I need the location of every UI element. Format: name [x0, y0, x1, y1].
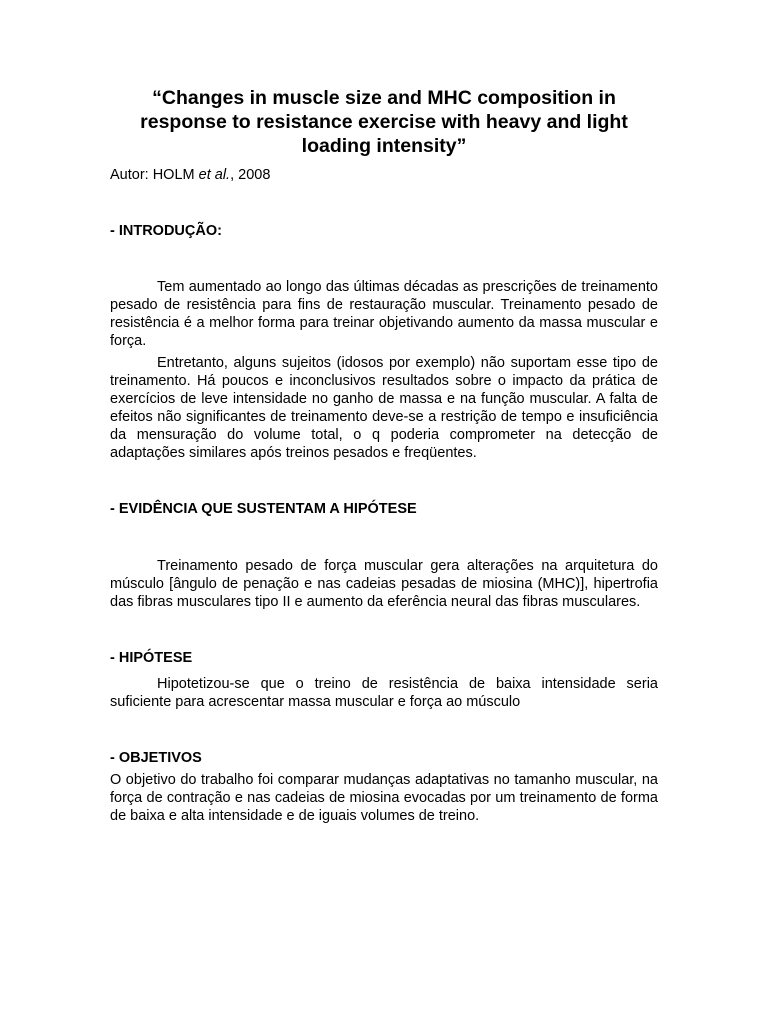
heading-hipotese: - HIPÓTESE [110, 650, 193, 666]
document-title: “Changes in muscle size and MHC composition in response to resistance exercise with heavy and light loading intensity” [140, 87, 628, 157]
author-year: , 2008 [230, 167, 271, 183]
author-etal: et al. [198, 167, 231, 183]
paragraph-evidencia-1: Treinamento pesado de força muscular gera alterações na arquitetura do músculo [ângulo de penação e nas cadeias pesadas de miosina (MHC)], hipertrofia das fibras musculares tipo II e aumento da eferência neural das fibras musculares. [110, 558, 658, 610]
paragraph-hipotese-1: Hipotetizou-se que o treino de resistência de baixa intensidade seria suficiente para acrescentar massa muscular e força ao músculo [110, 676, 658, 710]
paragraph-introducao-2: Entretanto, alguns sujeitos (idosos por exemplo) não suportam esse tipo de treinamento. Há poucos e inconclusivos resultados sobre o impacto da prática de exercícios de leve intensidade no ganho de massa e na função muscular. A falta de efeitos não significantes de treinamento deve-se a restrição de tempo e insuficiência da mensuração do volume total, o q poderia comprometer na detecção de adaptações similares após treinos pesados e freqüentes. [110, 355, 658, 461]
heading-evidencia: - EVIDÊNCIA QUE SUSTENTAM A HIPÓTESE [110, 501, 417, 517]
paragraph-objetivos-1: O objetivo do trabalho foi comparar mudanças adaptativas no tamanho muscular, na força de contração e nas cadeias de miosina evocadas por um treinamento de forma de baixa e alta intensidade e de iguais volumes de treino. [110, 772, 658, 824]
author-line [110, 166, 658, 184]
document-page [110, 86, 658, 825]
heading-objetivos: - OBJETIVOS [110, 750, 202, 766]
author-prefix: Autor: HOLM [110, 167, 199, 183]
heading-introducao: - INTRODUÇÃO: [110, 223, 222, 239]
paragraph-introducao-1: Tem aumentado ao longo das últimas décadas as prescrições de treinamento pesado de resistência para fins de restauração muscular. Treinamento pesado de resistência é a melhor forma para treinar objetivando aumento da massa muscular e força. [110, 279, 658, 349]
